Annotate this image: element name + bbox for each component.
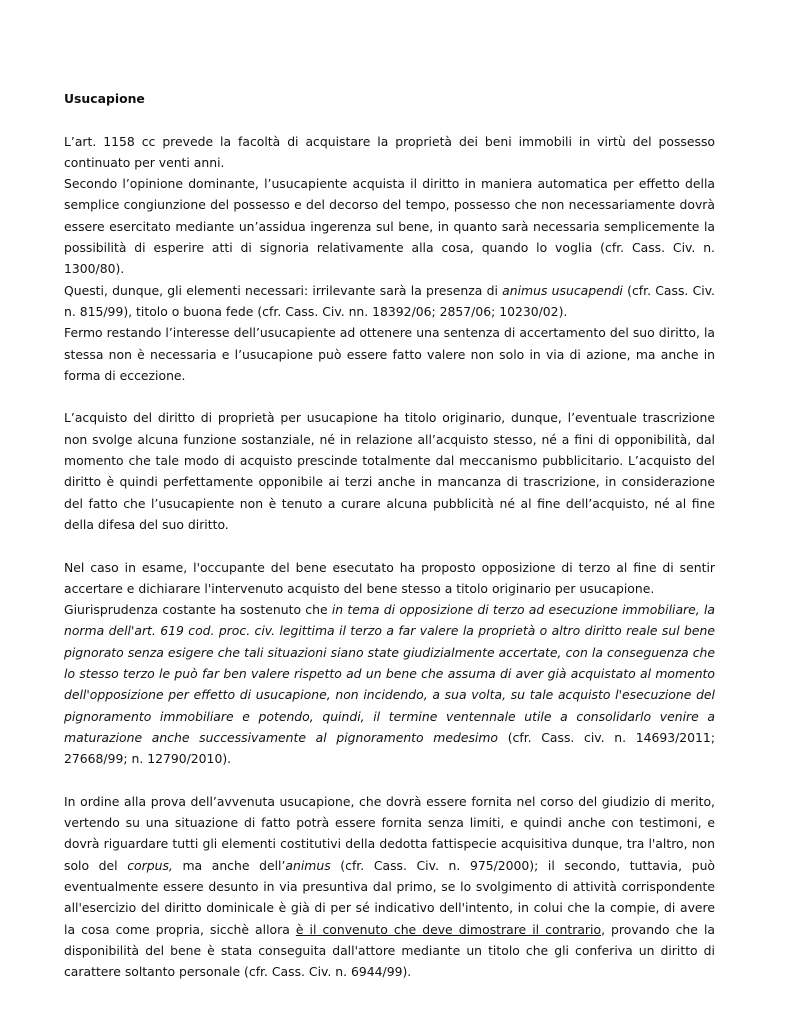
paragraph-8-animus: animus bbox=[285, 857, 331, 873]
paragraph-8-text-a: In ordine alla prova dell’avvenuta usucapione, che dovrà essere fornita nel corso del giudizio di merito, vertendo su una situazione di fatto potrà essere fornita senza limiti, e quindi anche con testimoni, e dovrà riguardare tutti gli elementi costitutivi della dedotta fattispecie acquisitiva dunque, tra l'altro, non solo del bbox=[64, 793, 715, 873]
paragraph-spacer bbox=[64, 770, 715, 791]
paragraph-8-text-c: (cfr. Cass. Civ. n. 975/2000); il secondo, tuttavia, può eventualmente essere desunto in via presuntiva dal primo, se lo svolgimento di attività corrispondente all'esercizio del diritto dominicale è già di per sé indicativo dell'intento, in colui che la compie, di avere la cosa come propria, sicchè allora bbox=[64, 857, 716, 937]
paragraph-7-text: Giurisprudenza costante ha sostenuto che bbox=[64, 602, 332, 618]
paragraph-2: Secondo l’opinione dominante, l’usucapiente acquista il diritto in maniera automatica per effetto della semplice congiunzione del possesso e del decorso del tempo, possesso che non necessariamente dovrà essere esercitato mediante un’assidua ingerenza sul bene, in quanto sarà necessaria semplicemente la possibilità di esperire atti di signoria relativamente alla cosa, quando lo voglia (cfr. Cass. Civ. n. 1300/80). bbox=[64, 176, 715, 277]
paragraph-8-corpus: corpus, bbox=[127, 857, 173, 873]
paragraph-spacer bbox=[64, 535, 715, 556]
paragraph-8-text-b: ma anche dell’ bbox=[172, 857, 286, 873]
paragraph-3-citation: (cfr. Cass. Civ. n. 815/99), titolo o buona fede (cfr. Cass. Civ. nn. 18392/06; 2857/06; 10230/02). bbox=[64, 282, 716, 319]
paragraph-5: L’acquisto del diritto di proprietà per usucapione ha titolo originario, dunque, l’eventuale trascrizione non svolge alcuna funzione sostanziale, né in relazione all’acquisto stesso, né a fini di opponibilità, dal momento che tale modo di acquisto prescinde totalmente dal meccanismo pubblicitario. L’acquisto del diritto è quindi perfettamente opponibile ai terzi anche in mancanza di trascrizione, in considerazione del fatto che l’usucapiente non è tenuto a curare alcuna pubblicità né al fine dell’acquisto, né al fine della difesa del suo diritto. bbox=[64, 410, 715, 532]
paragraph-6: Nel caso in esame, l'occupante del bene esecutato ha proposto opposizione di terzo al fine di sentir accertare e dichiarare l'intervenuto acquisto del bene stesso a titolo originario per usucapione. bbox=[64, 559, 715, 596]
document-page bbox=[64, 88, 715, 982]
paragraph-8 bbox=[64, 791, 715, 983]
paragraph-7 bbox=[64, 599, 715, 769]
paragraph-8-underlined: è il convenuto che deve dimostrare il contrario bbox=[295, 921, 602, 937]
paragraph-3 bbox=[64, 280, 715, 323]
document-title: Usucapione bbox=[64, 91, 145, 106]
paragraph-1: L’art. 1158 cc prevede la facoltà di acquistare la proprietà dei beni immobili in virtù del possesso continuato per venti anni. bbox=[64, 133, 715, 170]
paragraph-4: Fermo restando l’interesse dell’usucapiente ad ottenere una sentenza di accertamento del suo diritto, la stessa non è necessaria e l’usucapione può essere fatto valere non solo in via di azione, ma anche in forma di eccezione. bbox=[64, 325, 715, 383]
paragraph-7-quote: in tema di opposizione di terzo ad esecuzione immobiliare, la norma dell'art. 619 cod. proc. civ. legittima il terzo a far valere la proprietà o altro diritto reale sul bene pignorato senza esigere che tali situazioni siano state giudizialmente accertate, con la conseguenza che lo stesso terzo le può far ben valere rispetto ad un bene che assuma di aver già acquistato al momento dell'opposizione per effetto di usucapione, non incidendo, a sua volta, su tale acquisto l'esecuzione del pignoramento immobiliare e potendo, quindi, il termine ventennale utile a consolidarlo venire a maturazione anche successivamente al pignoramento medesimo bbox=[64, 602, 715, 745]
paragraph-spacer bbox=[64, 386, 715, 407]
paragraph-3-italic: animus usucapendi bbox=[502, 282, 623, 298]
paragraph-8-text-d: , provando che la disponibilità del bene è stata conseguita dall'attore mediante un titolo che gli conferiva un diritto di carattere soltanto personale (cfr. Cass. Civ. n. 6944/99). bbox=[64, 921, 715, 980]
paragraph-7-citation: (cfr. Cass. civ. n. 14693/2011; 27668/99; n. 12790/2010). bbox=[64, 729, 715, 767]
paragraph-3-text: Questi, dunque, gli elementi necessari: irrilevante sarà la presenza di bbox=[64, 282, 503, 298]
